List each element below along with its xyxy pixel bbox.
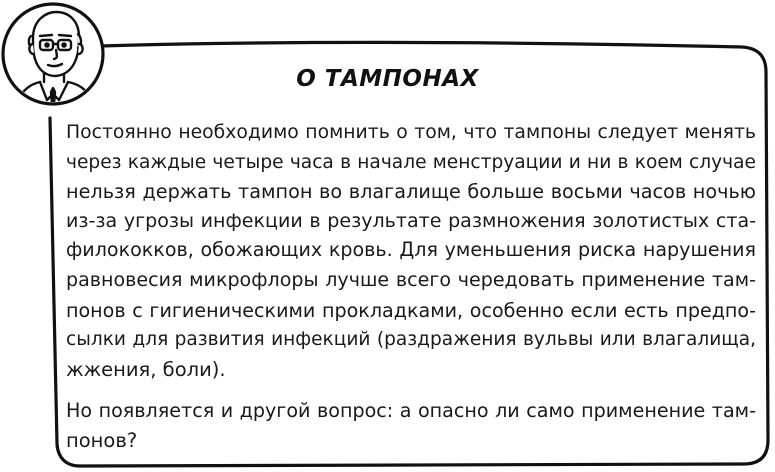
text-line: жжения, боли).	[66, 357, 226, 381]
text-line: сылки для развития инфекций (раздражения вульвы или влагалища,	[66, 329, 756, 351]
text-line: нельзя держать тампон во влагалище больше восьми часов ночью	[66, 180, 756, 204]
text-line: через каждые четыре часа в начале менструации и ни в коем случае	[66, 151, 756, 173]
box-title: О ТАМПОНАХ	[296, 66, 479, 92]
text-line: понов с гигиеническими прокладками, особенно если есть предпо-	[66, 298, 756, 322]
text-line: понов?	[66, 428, 138, 452]
text-line: филококков, обожающих кровь. Для уменьшения риска нарушения	[66, 239, 756, 262]
text-line: из-за угрозы инфекции в результате размножения золотистых ста-	[66, 209, 756, 232]
text-line: равновесия микрофлоры лучше всего чередовать применение там-	[66, 268, 756, 291]
text-line: Но появляется и другой вопрос: а опасно ли само применение там-	[66, 399, 756, 423]
paragraph-2	[66, 396, 756, 455]
text-line: Постоянно необходимо помнить о том, что тампоны следует менять	[66, 122, 756, 143]
box-body	[66, 118, 756, 456]
paragraph-1	[66, 118, 756, 384]
